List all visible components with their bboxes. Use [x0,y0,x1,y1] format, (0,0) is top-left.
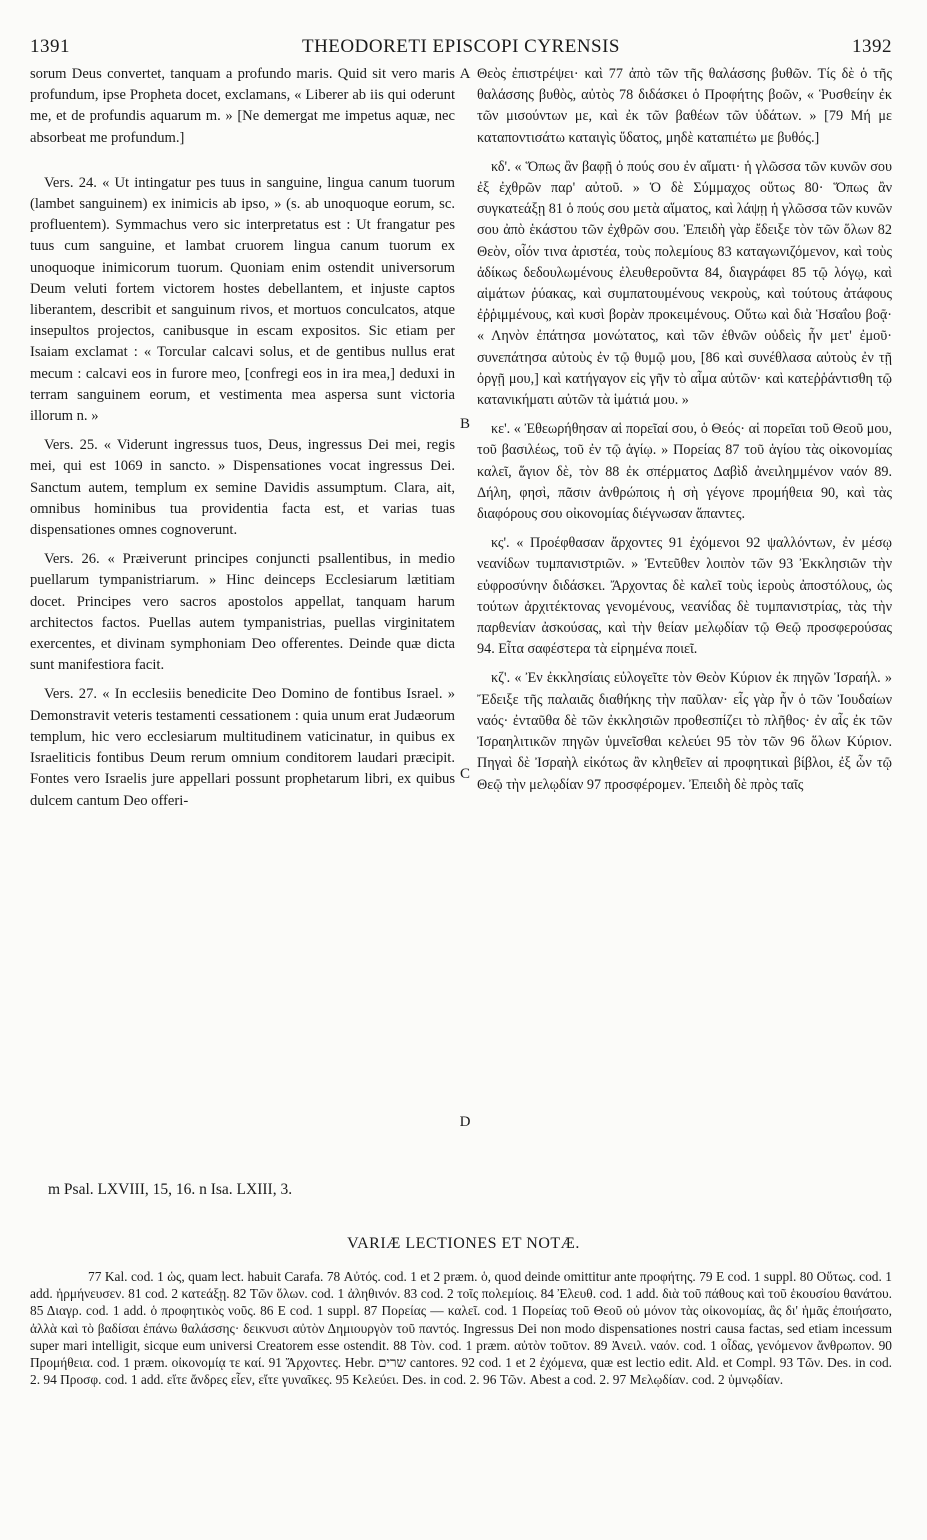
notes-section-title: VARIÆ LECTIONES ET NOTÆ. [347,1235,580,1252]
variant-readings [30,1268,892,1388]
margin-letter: C [459,766,470,782]
latin-paragraph: Vers. 27. « In ecclesiis benedicite Deo Domino de fontibus Israel. » Demonstravit veteris testamenti cessationem : quia unum erat Judæorum templum, hic vero ecclesiarum multitudinem vaticinatur, in quibus ex Israeliticis fontibus Deum rerum omnium conditorem laudari præcipit. Fontes vero Israelis jure appellari possunt prophetarum libri, ex quibus dulcem cantum Deo offeri- [30,686,455,809]
latin-paragraph: sorum Deus convertet, tanquam a profundo maris. Quid sit vero maris profundum, ipse Propheta docet, exclamans, « Liberer ab iis qui oderunt me, et de profundis aquarum m. » [Ne demergat me impetus aquæ, nec absorbeat me profundum.] [30,66,455,146]
latin-paragraph: Vers. 25. « Viderunt ingressus tuos, Deus, ingressus Dei mei, regis mei, qui est 1069 in sancto. » Dispensationes vocat ingressus Dei. Sanctum autem, templum ex semine Davidis assumptum. Clara, ait, omnibus hominibus tua providentia facta est, et varias tuas dispensationes omnes cognoverunt. [30,437,455,539]
margin-letter: B [459,416,470,432]
latin-paragraph: Vers. 24. « Ut intingatur pes tuus in sanguine, lingua canum tuorum (lambet sanguinem) ex inimicis ab ipso, » (s. ab unoquoque eorum, sc. profluentem). Symmachus vero sic interpretatus est : Ut frangatur pes tuus cum sanguine, et lambat cruorem lingua canum tuorum ex unoquoque inimicorum tuorum. Quoniam enim ostendit universorum Deum veluti fortem victorem hostes debellantem, et injuste captos liberantem, describit et sanguinum rivos, et mortuos conculcatos, atque insepultos projectos, canibusque in escam expositos. Sic etiam per Isaiam exclamat : « Torcular calcavi solus, et de gentibus nullus erat mecum : calcavi eos in furore meo, [confregi eos in ira mea,] deduxi in terram sanguinem eorum, et vestimenta mea aspersa sunt victoria illorum n. » [30,174,455,425]
greek-column [477,64,892,796]
latin-paragraph: Vers. 26. « Præiverunt principes conjuncti psallentibus, in medio puellarum tympanistriarum. » Hinc deinceps Ecclesiarum lætitiam docet. Principes vero sacros apostolos appellat, tanquam harum architectos factos. Puellas autem tympanistrias, puellas virginitatem exercentes, et divinam symphoniam Deo offerentes. Deinde quæ dicta sunt manifestiora facit. [30,551,455,674]
page-number-right: 1392 [852,36,892,57]
running-title: THEODORETI EPISCOPI CYRENSIS [301,36,621,57]
greek-paragraph: Θεὸς ἐπιστρέψει· καὶ 77 ἀπὸ τῶν τῆς θαλάσσης βυθῶν. Τίς δὲ ὁ τῆς θαλάσσης βυθὸς, αὐτὸς 78 διδάσκει ὁ Προφήτης βοῶν, « Ῥυσθείην ἐκ τῶν μισούντων με, καὶ ἐκ τῶν βαθέων τῶν ὑδάτων. » [79 Μή με καταποντισάτω καταιγὶς ὕδατος, μηδὲ καταπιέτω με βυθός.] [477,66,892,146]
margin-letter: D [459,1114,471,1130]
notes-text: 77 Kal. cod. 1 ὡς, quam lect. habuit Carafa. 78 Αὐτός. cod. 1 et 2 præm. ὁ, quod deinde omittitur ante προφήτης. 79 E cod. 1 suppl. 80 Οὕτως. cod. 1 add. ἡρμήνευσεν. 81 cod. 2 κατεάξῃ. 82 Τῶν ὅλων. cod. 1 ἀληθινόν. 83 cod. 2 τοῖς πολεμίοις. 84 Ἐλευθ. cod. 1 add. διὰ τοῦ πάθους καὶ τοῦ ἑκουσίου θανάτου. 85 Διαγρ. cod. 1 add. ὁ προφητικὸς νοῦς. 86 E cod. 1 suppl. 87 Πορείας — καλεῖ. cod. 1 Πορείας τοῦ Θεοῦ οὐ μόνον τὰς οἰκονομίας, ἃς δι' ἡμᾶς ἐποιήσατο, ἀλλὰ καὶ τὸ βαδίσαι ἐπάνω θαλάσσης· δεικνυσι αὐτὸν Δημιουργὸν τοῦ παντός. Ingressus Dei non modo dispensationes nostri causa factas, sed etiam incessum super mari intelligit, sicque eum universi Creatorem esse ostendit. 88 Τὸν. cod. 1 præm. αὐτὸν τοῦτον. 89 Ἀνειλ. ναόν. cod. 1 οἶδας, γενόμενον ἄνθρωπον. 90 Προμήθεια. cod. 1 præm. οἰκονομίᾳ τε καί. 91 Ἄρχοντες. Hebr. שרים cantores. 92 cod. 1 et 2 ἐχόμενα, quæ est lectio edit. Ald. et Compl. 93 Τῶν. Des. in cod. 2. 94 Προσφ. cod. 1 add. εἴτε ἄνδρες εἶεν, εἴτε γυναῖκες. 95 Κελεύει. Des. in cod. 2. 96 Τῶν. Abest a cod. 2. 97 Μελῳδίαν. cod. 2 ὑμνῳδίαν. [30,1269,893,1388]
running-header [30,36,892,60]
greek-paragraph: κς'. « Προέφθασαν ἄρχοντες 91 ἐχόμενοι 92 ψαλλόντων, ἐν μέσῳ νεανίδων τυμπανιστριῶν. » Ἐντεῦθεν λοιπὸν τῶν 93 Ἐκκλησιῶν τὴν εὐφροσύνην διδάσκει. Ἄρχοντας δὲ καλεῖ τοὺς ἱεροὺς ἀποστόλους, ὡς τούτων ἀρχιτέκτονας γενομένους, νεανίδας δὲ τυμπανιστρίας, τὰς τὴν παρθενίαν ἀσκούσας, καὶ τὴν θείαν μελῳδίαν τῷ Θεῷ προσφερούσας 94. Εἶτα σαφέστερα τὰ εἰρημένα ποιεῖ. [477,535,892,658]
page-number-left: 1391 [30,36,70,57]
greek-paragraph: κζ'. « Ἐν ἐκκλησίαις εὐλογεῖτε τὸν Θεὸν Κύριον ἐκ πηγῶν Ἰσραήλ. » Ἔδειξε τῆς παλαιᾶς διαθήκης τὴν παῦλαν· εἷς γὰρ ἦν ὁ τῶν Ἰουδαίων ναός· ἐνταῦθα δὲ τῶν ἐκκλησιῶν προθεσπίζει τὸ πλῆθος· ἐν αἷς ἐκ τῶν Ἰσραηλιτικῶν πηγῶν ὑμνεῖσθαι κελεύει 95 τὸν τῶν 96 ὅλων Κύριον. Πηγαὶ δὲ Ἰσραὴλ εἰκότως ἂν κληθεῖεν αἱ προφητικαὶ βίβλοι, ἐξ ὧν τῷ Θεῷ τὴν μελῳδίαν 97 προσφέρομεν. Ἐπειδὴ δὲ πρὸς ταῖς [477,670,892,793]
scripture-footnotes: m Psal. LXVIII, 15, 16. n Isa. LXIII, 3. [48,1181,293,1198]
latin-column [30,64,455,812]
greek-paragraph: κε'. « Ἐθεωρήθησαν αἱ πορεῖαί σου, ὁ Θεός· αἱ πορεῖαι τοῦ Θεοῦ μου, τοῦ βασιλέως, τοῦ ἐν τῷ ἁγίῳ. » Πορείας 87 τοῦ ἁγίου τὰς οἰκονομίας καλεῖ, ἅγιον δὲ, τὸν 88 ἐκ σπέρματος Δαβὶδ ἀνειλημμένον ναόν 89. Δήλη, φησὶ, πᾶσιν ἀνθρώποις ἡ σὴ γέγονε προμήθεια 90, καὶ τὰς διαφόρους σου οἰκονομίας διέγνωσαν ἅπαντες. [477,421,892,523]
margin-letter: A [459,66,471,82]
greek-paragraph: κδ'. « Ὅπως ἂν βαφῇ ὁ πούς σου ἐν αἵματι· ἡ γλῶσσα τῶν κυνῶν σου ἐξ ἐχθρῶν παρ' αὐτοῦ. » Ὁ δὲ Σύμμαχος οὕτως 80· Ὅπως ἂν συγκατεάξῃ 81 ὁ πούς σου μετὰ αἵματος, καὶ λάψῃ ἡ γλῶσσα τῶν κυνῶν σου ἀπὸ ἑκάστου τῶν ἐχθρῶν σου. Ἐπειδὴ γὰρ ἔδειξε τὸν τῶν ὅλων 82 Θεὸν, οἷόν τινα ἀριστέα, τοὺς πολεμίους 83 καταγωνιζόμενον, καὶ τοὺς ἀδίκως δεδουλωμένους ἐλευθεροῦντα 84, διαγράφει 85 τῷ λόγῳ, καὶ αἱμάτων ῥύακας, καὶ συμπατουμένους νεκροὺς, καὶ τούτους ἀτάφους ἐῤῥιμμένους, καὶ κυσὶ βορὰν προκειμένους. Οὕτω καὶ διὰ Ἡσαΐου βοᾷ· « Ληνὸν ἐπάτησα μονώτατος, καὶ τῶν ἐθνῶν οὐδεὶς ἦν μετ' ἐμοῦ· συνεπάτησα αὐτοὺς ἐν τῷ θυμῷ μου, [86 καὶ συνέθλασα αὐτοὺς ἐν τῇ ὀργῇ μου,] καὶ κατήγαγον εἰς γῆν τὸ αἷμα αὐτῶν· καὶ κατεῤῥάντισθη τῷ κατανικήματι αὐτῶν τὰ ἱμάτιά μου. » [477,158,893,409]
